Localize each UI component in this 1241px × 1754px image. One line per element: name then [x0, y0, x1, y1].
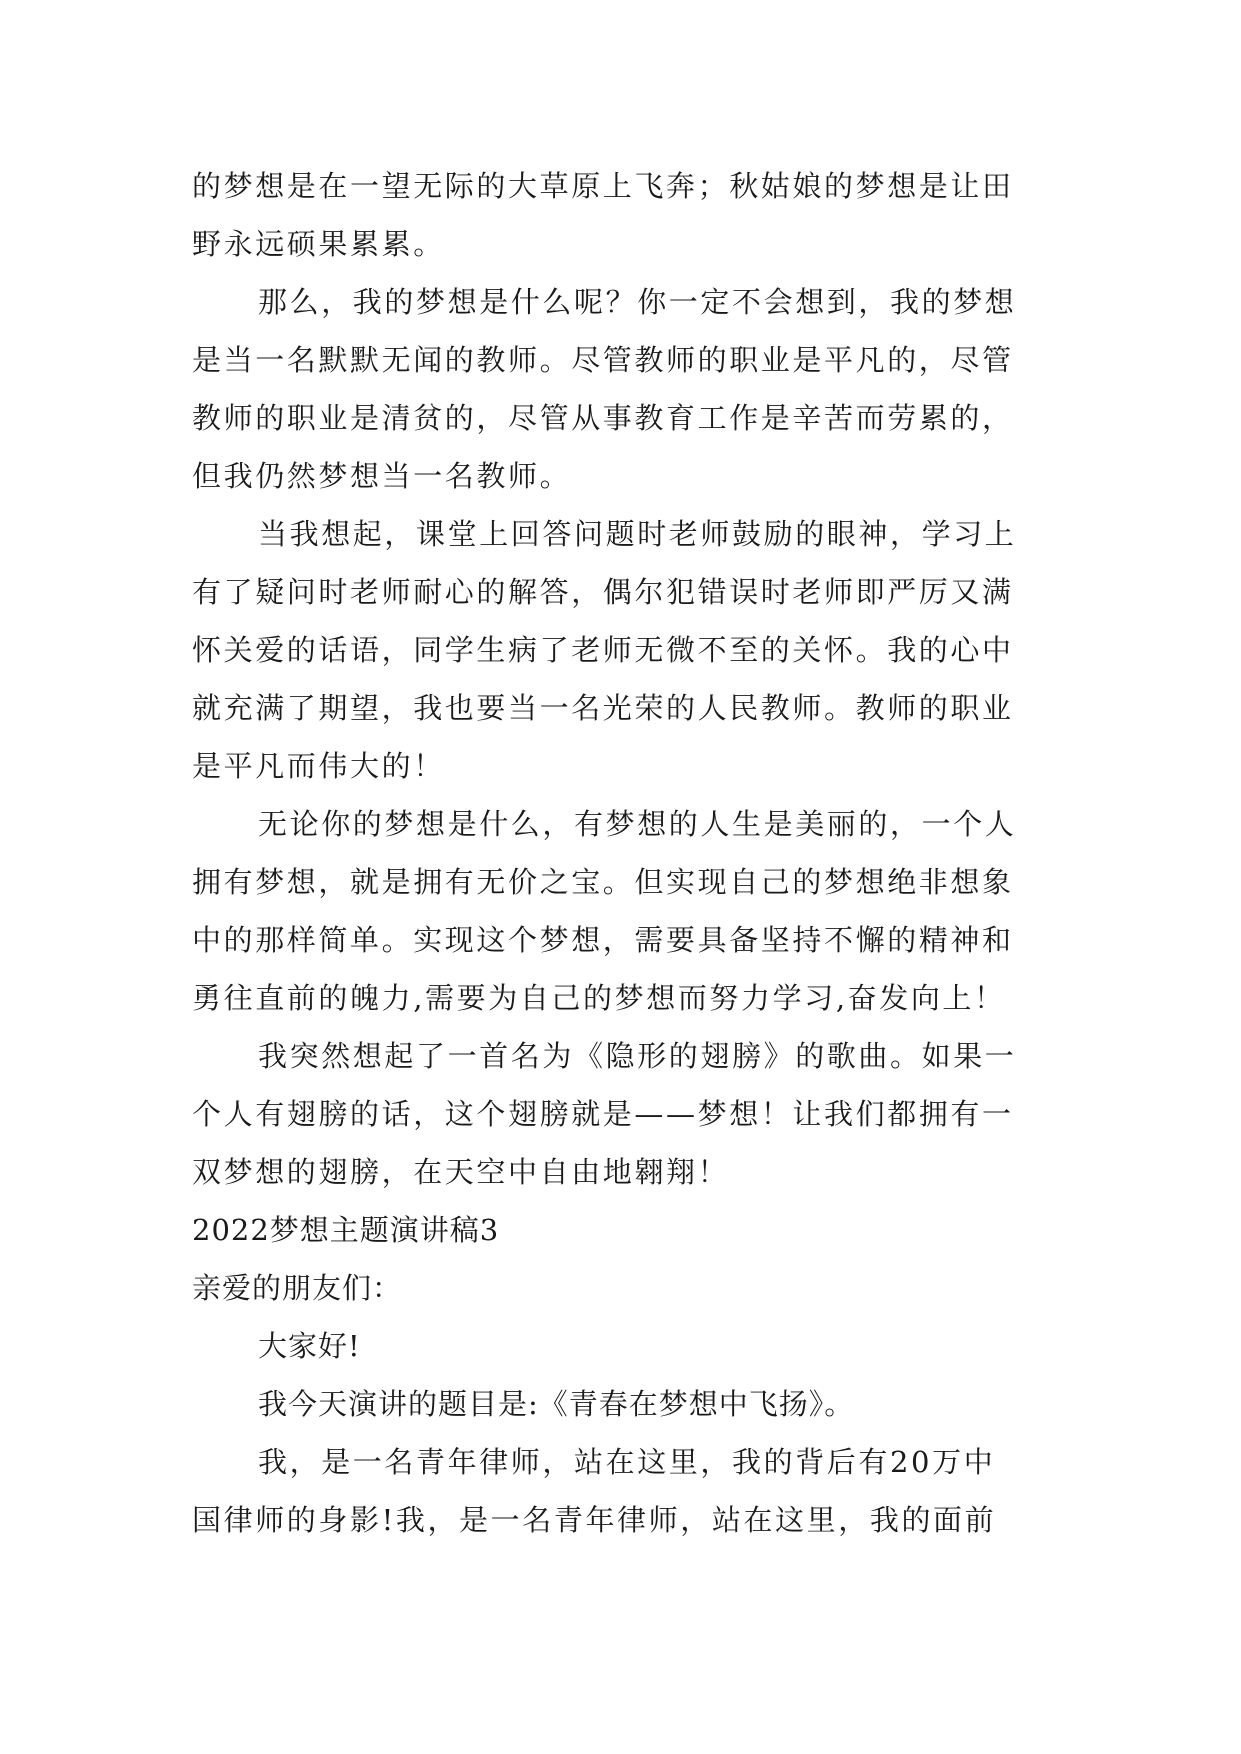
paragraph-line: 勇往直前的魄力,需要为自己的梦想而努力学习,奋发向上！ [192, 981, 1006, 1015]
paragraph-line: 我今天演讲的题目是:《青春在梦想中飞扬》。 [258, 1387, 855, 1421]
paragraph-line: 教师的职业是清贫的，尽管从事教育工作是辛苦而劳累的， [192, 401, 1014, 435]
paragraph-line: 无论你的梦想是什么，有梦想的人生是美丽的，一个人 [258, 807, 1017, 841]
paragraph-line: 我突然想起了一首名为《隐形的翅膀》的歌曲。如果一 [258, 1039, 1017, 1073]
paragraph-line: 的梦想是在一望无际的大草原上飞奔；秋姑娘的梦想是让田 [192, 169, 1014, 203]
paragraph-line: 野永远硕果累累。 [192, 227, 445, 261]
paragraph-line: 是当一名默默无闻的教师。尽管教师的职业是平凡的，尽管 [192, 343, 1014, 377]
paragraph-line: 有了疑问时老师耐心的解答，偶尔犯错误时老师即严厉又满 [192, 575, 1014, 609]
section-heading: 2022梦想主题演讲稿3 [192, 1213, 500, 1247]
greeting: 大家好! [258, 1329, 361, 1363]
paragraph-line: 但我仍然梦想当一名教师。 [192, 459, 572, 493]
paragraph-line: 国律师的身影!我，是一名青年律师，站在这里，我的面前 [192, 1503, 997, 1537]
paragraph-line: 是平凡而伟大的！ [192, 749, 445, 783]
paragraph-line: 当我想起，课堂上回答问题时老师鼓励的眼神，学习上 [258, 517, 1017, 551]
paragraph-line: 我，是一名青年律师，站在这里，我的背后有20万中 [258, 1445, 996, 1479]
paragraph-line: 拥有梦想，就是拥有无价之宝。但实现自己的梦想绝非想象 [192, 865, 1014, 899]
paragraph-line: 双梦想的翅膀，在天空中自由地翱翔！ [192, 1155, 730, 1189]
paragraph-line: 怀关爱的话语，同学生病了老师无微不至的关怀。我的心中 [192, 633, 1014, 667]
salutation: 亲爱的朋友们： [192, 1271, 403, 1305]
paragraph-line: 个人有翅膀的话，这个翅膀就是——梦想！让我们都拥有一 [192, 1097, 1014, 1131]
paragraph-line: 那么，我的梦想是什么呢？你一定不会想到，我的梦想 [258, 285, 1017, 319]
paragraph-line: 中的那样简单。实现这个梦想，需要具备坚持不懈的精神和 [192, 923, 1014, 957]
paragraph-line: 就充满了期望，我也要当一名光荣的人民教师。教师的职业 [192, 691, 1014, 725]
